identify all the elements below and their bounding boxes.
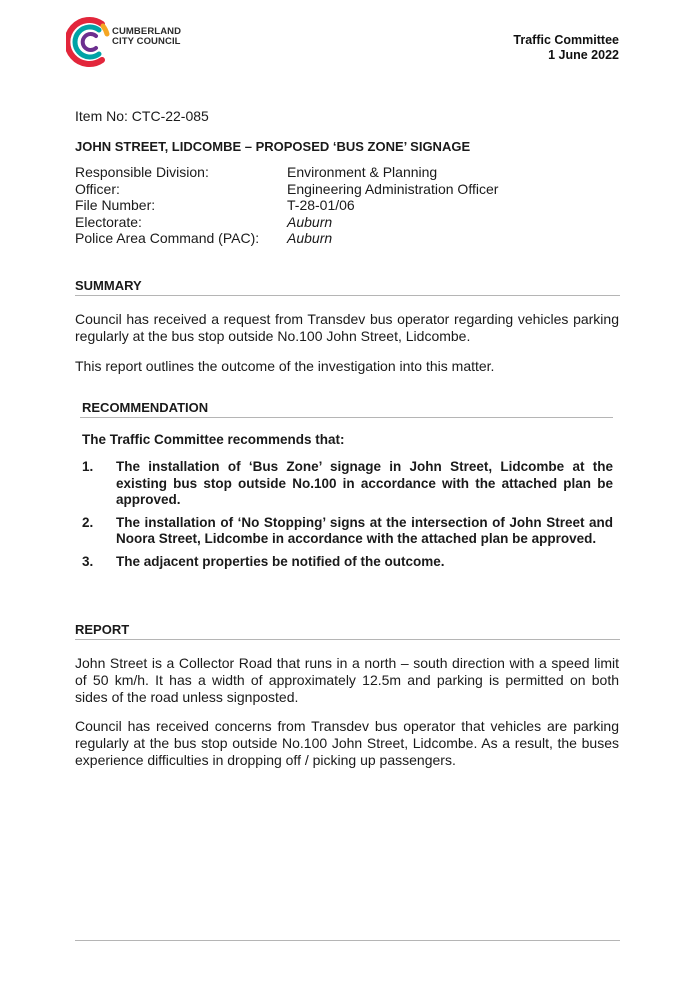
summary-divider (75, 295, 620, 296)
meta-row-file-number (75, 197, 498, 214)
meta-row-pac (75, 230, 498, 247)
recommendation-heading: RECOMMENDATION (82, 400, 209, 415)
meta-value: Environment & Planning (287, 164, 438, 180)
footer-divider (75, 940, 620, 941)
logo-line-1: CUMBERLAND (112, 26, 182, 37)
logo-line-2: CITY COUNCIL (112, 36, 181, 47)
recommendation-divider (80, 417, 613, 418)
logo-text (112, 27, 181, 47)
summary-paragraph-1: Council has received a request from Transdev bus operator regarding vehicles parking regularly at the bus stop outside No.100 John Street, Lidcombe. (75, 311, 619, 344)
meta-value: Engineering Administration Officer (287, 180, 499, 197)
meta-key: Police Area Command (PAC): (75, 230, 260, 246)
header-meta (513, 33, 619, 63)
list-item-text: The installation of ‘Bus Zone’ signage in John Street, Lidcombe at the existing bus stop outside No.100 in accordance with the attached plan be approved. (116, 459, 613, 507)
meta-value: Auburn (287, 213, 333, 230)
meta-row-officer (75, 181, 498, 198)
report-divider (75, 639, 620, 640)
list-item-number: 2. (82, 514, 94, 530)
meta-key: File Number: (75, 197, 156, 213)
list-item-text: The installation of ‘No Stopping’ signs at the intersection of John Street and Noora Street, Lidcombe in accordance with the attached plan be approved. (116, 514, 613, 546)
meta-value: Auburn (287, 230, 333, 246)
meta-row-electorate (75, 214, 498, 231)
meta-row-division (75, 164, 498, 181)
list-item (82, 459, 613, 509)
meta-key: Electorate: (75, 213, 142, 230)
report-paragraph-1: John Street is a Collector Road that runs in a north – south direction with a speed limit of 50 km/h. It has a width of approximately 12.5m and parking is permitted on both sides of the road unless signposted. (75, 655, 619, 705)
meeting-date: 1 June 2022 (548, 48, 619, 62)
meta-key: Responsible Division: (75, 164, 209, 180)
report-title: JOHN STREET, LIDCOMBE – PROPOSED ‘BUS ZONE’ SIGNAGE (75, 139, 471, 154)
list-item-number: 1. (82, 459, 94, 474)
report-paragraph-2: Council has received concerns from Transdev bus operator that vehicles are parking regularly at the bus stop outside No.100 John Street, Lidcombe. As a result, the buses experience difficulties in dropping off / picking up passengers. (75, 718, 619, 768)
meta-key: Officer: (75, 180, 120, 197)
summary-paragraph-2: This report outlines the outcome of the investigation into this matter. (75, 358, 495, 374)
recommendation-list (82, 459, 613, 576)
summary-heading: SUMMARY (75, 278, 142, 293)
report-metadata (75, 164, 498, 247)
recommendation-intro: The Traffic Committee recommends that: (82, 432, 345, 447)
item-number: Item No: CTC-22-085 (75, 108, 209, 124)
list-item (82, 515, 613, 548)
list-item (82, 554, 613, 571)
list-item-number: 3. (82, 553, 94, 569)
report-heading: REPORT (75, 622, 130, 637)
committee-name: Traffic Committee (513, 33, 619, 47)
meta-value: T-28-01/06 (287, 197, 355, 213)
list-item-text: The adjacent properties be notified of the outcome. (116, 553, 445, 569)
